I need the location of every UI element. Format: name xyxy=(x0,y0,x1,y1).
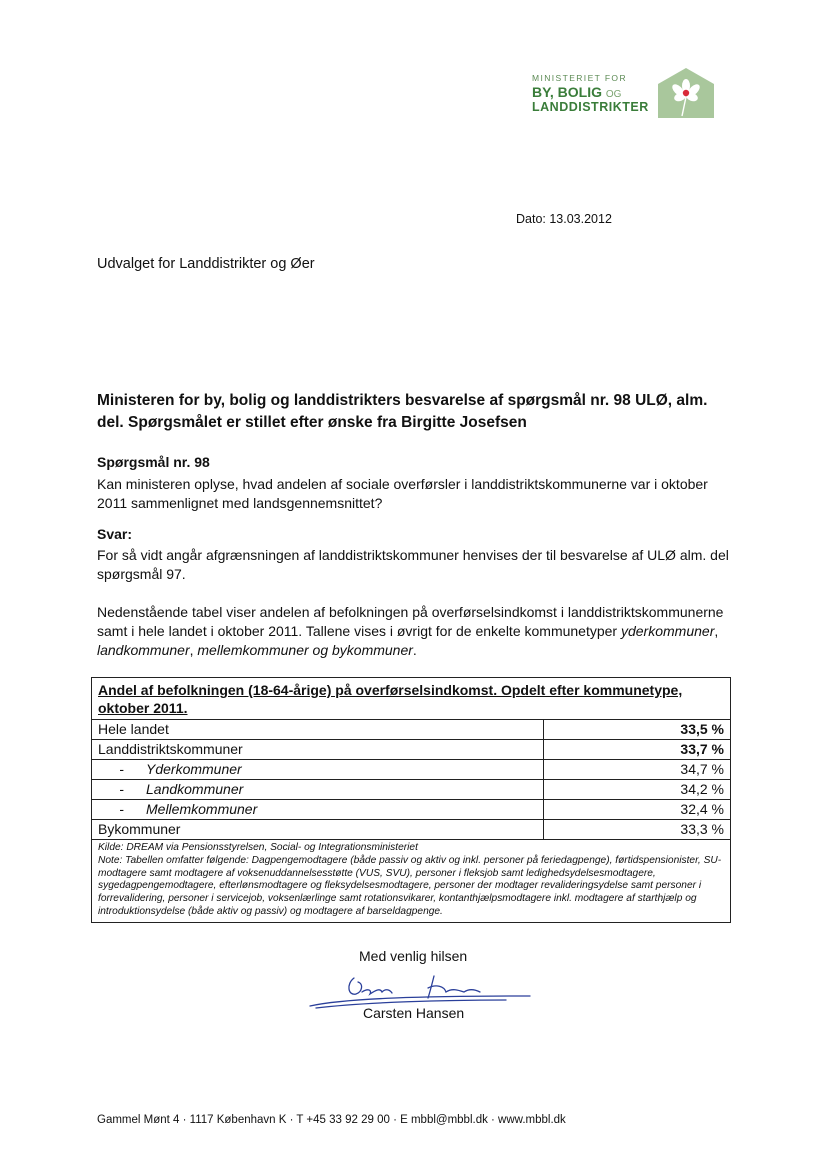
row-dash: - xyxy=(119,781,124,797)
row-label: Hele landet xyxy=(92,720,544,739)
row-label: Yderkommuner xyxy=(146,761,242,777)
recipient: Udvalget for Landdistrikter og Øer xyxy=(97,256,315,272)
row-label-cell xyxy=(92,780,544,799)
intro-sep-2: , xyxy=(189,642,198,658)
row-value: 34,7 % xyxy=(680,761,724,777)
row-dash: - xyxy=(119,801,124,817)
intro-sep-1: , xyxy=(714,623,719,639)
intro-italic-1: yderkommuner xyxy=(620,623,715,639)
row-label: Landdistriktskommuner xyxy=(92,740,544,759)
row-label: Landkommuner xyxy=(146,781,244,797)
ministry-logo xyxy=(532,68,718,120)
answer-text: For så vidt angår afgrænsningen af landdistriktskommuner henvises der til besvarelse af ULØ alm. del spørgsmål 97. xyxy=(97,547,729,582)
table-row xyxy=(92,740,730,760)
row-value: 32,4 % xyxy=(680,801,724,817)
intro-paragraph xyxy=(97,603,737,660)
table-source: Kilde: DREAM via Pensionsstyrelsen, Social- og Integrationsministeriet xyxy=(98,842,418,853)
house-flower-icon xyxy=(656,66,716,120)
signer-name: Carsten Hansen xyxy=(363,1005,465,1021)
intro-text: Nedenstående tabel viser andelen af befolkningen på overførselsindkomst i landdistriktskommunerne samt i hele landet i oktober 2011. Tallene vises i øvrigt for de enkelte kommunetyper xyxy=(97,604,724,639)
statistics-table xyxy=(91,677,731,923)
question-heading: Spørgsmål nr. 98 xyxy=(97,454,210,470)
logo-line-3: LANDDISTRIKTER xyxy=(532,99,649,114)
table-row xyxy=(92,800,730,820)
letter-date: Dato: 13.03.2012 xyxy=(516,212,612,226)
table-row xyxy=(92,760,730,780)
row-value: 33,7 % xyxy=(680,741,724,757)
logo-line-1: MINISTERIET FOR xyxy=(532,73,627,83)
intro-italic-3: mellemkommuner og bykommuner xyxy=(197,642,413,658)
logo-og: OG xyxy=(605,89,622,101)
table-note-text: Note: Tabellen omfatter følgende: Dagpengemodtagere (både passiv og aktiv og inkl. personer på feriedagpenge), førtidspensionister, SU-modtagere samt modtagere af voksenuddannelsesstøtte (VUS, SVU), personer i fleksjob samt ledighedsydelsesmodtagere, sygedagpengemodtagere, efterlønsmodtagere og fleksydelsesmodtagere, personer der modtager revalideringsydelse samt personer i forrevalidering, personer i servicejob, voksenlærlinge samt rotationsvikarer, kontanthjælpsmodtagere inkl. modtagere af starthjælp og introduktionsydelse (både aktiv og passiv) og modtagere af barseldagpenge. xyxy=(98,854,722,917)
question-text: Kan ministeren oplyse, hvad andelen af sociale overførsler i landdistriktskommunerne var i oktober 2011 sammenlignet med landsgennemsnittet? xyxy=(97,476,708,511)
table-note xyxy=(92,840,730,922)
intro-end: . xyxy=(412,642,417,658)
row-label: Bykommuner xyxy=(92,820,544,839)
intro-italic-2: landkommuner xyxy=(97,642,190,658)
table-row xyxy=(92,780,730,800)
logo-line-2-text: BY, BOLIG xyxy=(532,84,603,101)
row-label: Mellemkommuner xyxy=(146,801,258,817)
logo-text xyxy=(532,74,649,114)
row-value: 33,3 % xyxy=(680,821,724,837)
row-dash: - xyxy=(119,761,124,777)
table-row xyxy=(92,820,730,840)
row-value: 33,5 % xyxy=(680,721,724,737)
row-label-cell xyxy=(92,800,544,819)
logo-line-2 xyxy=(532,85,649,100)
closing-greeting: Med venlig hilsen xyxy=(359,948,468,964)
footer-contact: Gammel Mønt 4 · 1117 København K · T +45 33 92 29 00 · E mbbl@mbbl.dk · www.mbbl.dk xyxy=(97,1114,566,1126)
row-value: 34,2 % xyxy=(680,781,724,797)
answer-heading: Svar: xyxy=(97,526,133,542)
table-caption: Andel af befolkningen (18-64-årige) på overførselsindkomst. Opdelt efter kommunetype, oktober 2011. xyxy=(92,678,730,720)
table-row xyxy=(92,720,730,740)
document-title: Ministeren for by, bolig og landdistrikters besvarelse af spørgsmål nr. 98 ULØ, alm. del. Spørgsmålet er stillet efter ønske fra Birgitte Josefsen xyxy=(97,392,708,431)
row-label-cell xyxy=(92,760,544,779)
